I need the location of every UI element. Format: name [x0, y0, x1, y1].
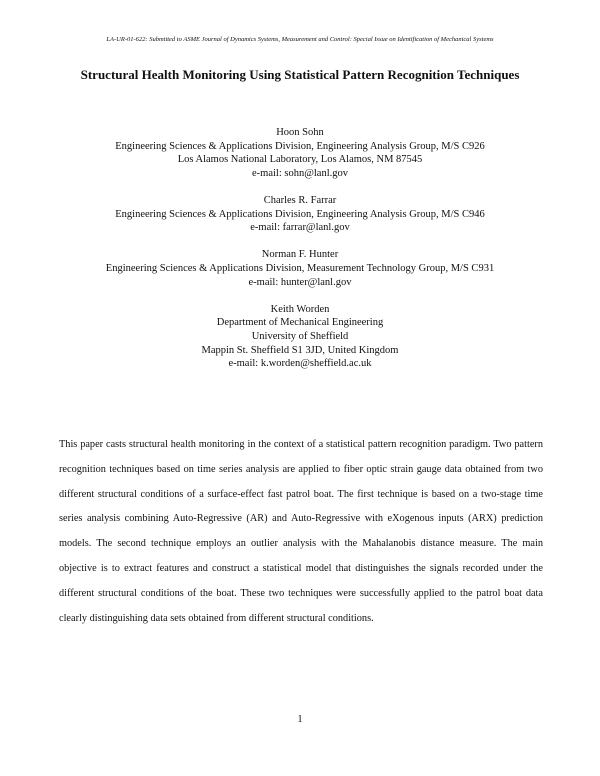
author-affiliation: Engineering Sciences & Applications Division, Engineering Analysis Group, M/S C926: [115, 140, 485, 152]
author-address: Mappin St. Sheffield S1 3JD, United Kingdom: [201, 344, 399, 356]
author-block-farrar: [0, 194, 600, 235]
author-department: Department of Mechanical Engineering: [216, 317, 384, 329]
author-email: e-mail: farrar@lanl.gov: [250, 222, 350, 234]
author-email: e-mail: hunter@lanl.gov: [248, 276, 352, 288]
author-block-hunter: [0, 248, 600, 289]
author-email: e-mail: k.worden@sheffield.ac.uk: [228, 358, 372, 370]
author-affiliation: Engineering Sciences & Applications Division, Measurement Technology Group, M/S C931: [105, 262, 495, 274]
author-list: [0, 126, 600, 384]
author-block-worden: [0, 303, 600, 371]
header-note: LA-UR-01-622: Submitted to ASME Journal of Dynamics Systems, Measurement and Control: Special Issue on Identification of Mechanical Systems: [106, 36, 494, 43]
abstract-paragraph: This paper casts structural health monitoring in the context of a statistical pattern recognition paradigm. Two pattern recognition techniques based on time series analysis are applied to fiber optic strain gauge data obtained from two different structural conditions of a surface-effect fast patrol boat. The first technique is based on a two-stage time series analysis combining Auto-Regressive (AR) and Auto-Regressive with eXogenous inputs (ARX) prediction models. The second technique employs an outlier analysis with the Mahalanobis distance measure. The main objective is to extract features and construct a statistical model that distinguishes the signals recorded under the different structural conditions of the boat. These two techniques were successfully applied to the patrol boat data clearly distinguishing data sets obtained from different structural conditions.: [59, 439, 543, 624]
paper-title: Structural Health Monitoring Using Statistical Pattern Recognition Techniques: [80, 67, 520, 82]
author-block-sohn: [0, 126, 600, 180]
author-university: University of Sheffield: [251, 330, 349, 342]
author-address: Los Alamos National Laboratory, Los Alamos, NM 87545: [177, 154, 423, 166]
author-name: Keith Worden: [270, 303, 330, 315]
author-email: e-mail: sohn@lanl.gov: [252, 167, 348, 179]
author-name: Charles R. Farrar: [263, 194, 337, 206]
page-number: 1: [297, 714, 303, 725]
author-name: Norman F. Hunter: [261, 249, 339, 261]
author-affiliation: Engineering Sciences & Applications Division, Engineering Analysis Group, M/S C946: [115, 208, 485, 220]
author-name: Hoon Sohn: [276, 127, 324, 138]
